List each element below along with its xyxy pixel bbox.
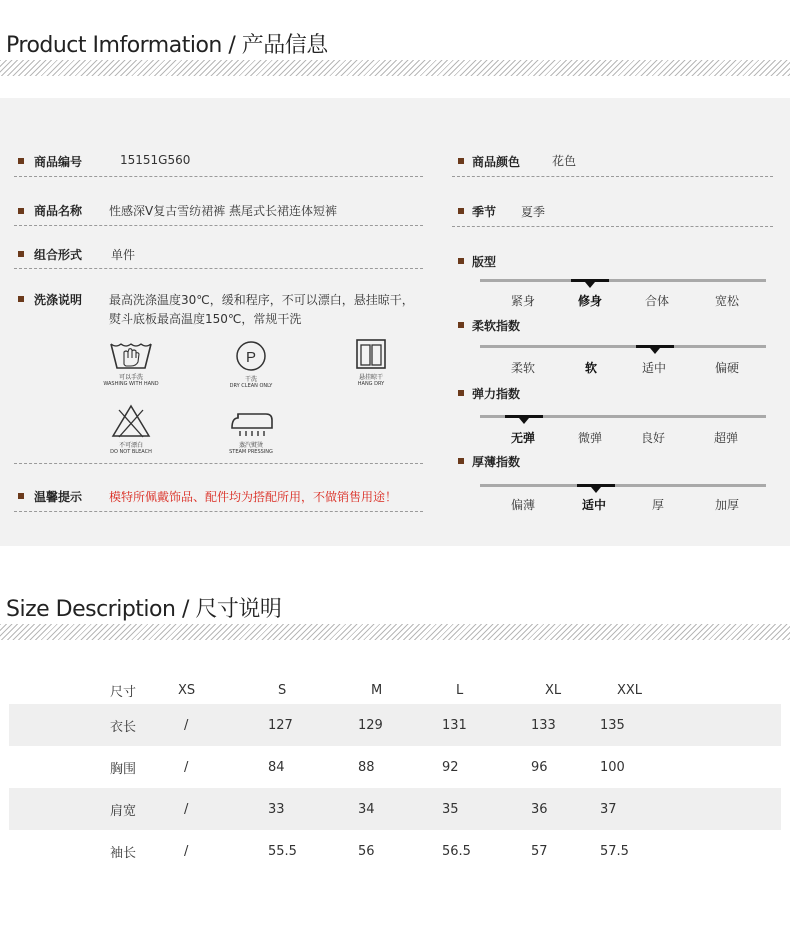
- care-hand-wash: [100, 340, 162, 388]
- bullet-icon: [458, 458, 464, 464]
- table-cell: 胸围: [110, 761, 137, 777]
- elasticity-option-selected: 无弹: [511, 431, 536, 445]
- table-cell: 127: [264, 704, 356, 746]
- table-cell: 92: [442, 759, 459, 775]
- table-cell: 37: [600, 788, 781, 830]
- divider: [14, 176, 423, 177]
- thickness-option: 厚: [652, 498, 665, 512]
- header-cell: XS: [178, 682, 196, 698]
- bullet-icon: [458, 390, 464, 396]
- label-color: 商品颜色: [472, 155, 521, 169]
- care-caption: 不可漂白: [118, 442, 143, 449]
- table-cell: 57.5: [600, 843, 629, 859]
- divider: [452, 176, 773, 177]
- no-bleach-icon: [111, 404, 151, 438]
- value-item-name: 性感深V复古雪纺裙裤 燕尾式长裙连体短裤: [109, 204, 338, 218]
- bullet-icon: [18, 208, 24, 214]
- table-cell: 36: [527, 788, 600, 830]
- table-cell: 35: [441, 788, 527, 830]
- table-row: [9, 788, 781, 830]
- table-cell: 96: [531, 759, 548, 775]
- table-cell: 131: [441, 704, 527, 746]
- care-no-bleach: [100, 404, 162, 456]
- value-wash-line1: 最高洗涤温度30℃，缓和程序，不可以漂白，悬挂晾干，: [109, 293, 414, 307]
- value-friendly-tip: 模特所佩戴饰品、配件均为搭配所用，不做销售用途！: [109, 490, 398, 504]
- size-table: [9, 676, 781, 872]
- divider: [452, 226, 773, 227]
- softness-scale-track: [480, 345, 766, 348]
- softness-option: 偏硬: [715, 361, 740, 375]
- size-description-title: Size Description / 尺寸说明: [6, 597, 282, 622]
- table-cell: 56.5: [442, 843, 471, 859]
- table-cell: 衣长: [9, 704, 184, 746]
- label-thickness: 厚薄指数: [472, 455, 521, 469]
- title-hatch-divider: [0, 624, 790, 640]
- softness-scale-marker: [636, 345, 674, 348]
- divider: [14, 268, 423, 269]
- care-steam-iron: [220, 406, 282, 456]
- value-wash-line2: 熨斗底板最高温度150℃，常规干洗: [109, 312, 302, 326]
- care-dry-clean: [220, 340, 282, 390]
- value-season: 夏季: [521, 205, 546, 219]
- divider: [14, 225, 423, 226]
- care-caption-en: STEAM PRESSING: [229, 449, 273, 455]
- label-wash-instructions: 洗涤说明: [34, 293, 83, 307]
- table-row: [9, 830, 781, 872]
- product-info-title: Product Imformation / 产品信息: [6, 33, 328, 58]
- table-cell: 88: [358, 759, 375, 775]
- fit-option: 紧身: [511, 294, 536, 308]
- softness-option: 软: [585, 361, 598, 375]
- divider: [14, 511, 423, 512]
- dry-clean-p-icon: [233, 340, 269, 372]
- care-caption-en: DO NOT BLEACH: [110, 449, 152, 455]
- bullet-icon: [18, 296, 24, 302]
- care-hang-dry: [340, 338, 402, 388]
- bullet-icon: [458, 322, 464, 328]
- table-cell: /: [184, 788, 264, 830]
- label-fit: 版型: [472, 255, 497, 269]
- header-cell: XXL: [617, 682, 643, 698]
- fit-option-selected: 修身: [578, 294, 603, 308]
- care-caption: 蒸汽熨烫: [238, 442, 263, 449]
- label-item-number: 商品编号: [34, 155, 83, 169]
- fit-option: 合体: [645, 294, 670, 308]
- bullet-icon: [458, 158, 464, 164]
- hand-wash-icon: [109, 340, 153, 370]
- softness-option: 柔软: [511, 361, 536, 375]
- table-cell: /: [184, 843, 189, 859]
- thickness-option: 加厚: [715, 498, 740, 512]
- table-cell: 55.5: [268, 843, 297, 859]
- care-caption: 悬挂晾干: [358, 374, 383, 381]
- table-cell: 34: [356, 788, 441, 830]
- fit-scale-track: [480, 279, 766, 282]
- care-caption-en: DRY CLEAN ONLY: [229, 383, 273, 389]
- header-cell: 尺寸: [110, 684, 137, 700]
- header-cell: S: [278, 682, 287, 698]
- table-cell: /: [184, 759, 189, 775]
- steam-iron-icon: [228, 406, 274, 438]
- header-cell: XL: [545, 682, 562, 698]
- header-cell: M: [371, 682, 383, 698]
- hang-dry-icon: [355, 338, 387, 370]
- care-caption-en: HANG DRY: [357, 381, 385, 387]
- label-softness: 柔软指数: [472, 319, 521, 333]
- elasticity-option: 良好: [641, 431, 666, 445]
- fit-option: 宽松: [715, 294, 740, 308]
- title-hatch-divider: [0, 60, 790, 76]
- svg-text:P: P: [245, 349, 257, 366]
- table-cell: 33: [264, 788, 356, 830]
- bullet-icon: [458, 258, 464, 264]
- divider: [14, 463, 423, 464]
- thickness-option: 偏薄: [511, 498, 536, 512]
- care-caption: 可以手洗: [118, 374, 143, 381]
- table-cell: 100: [600, 759, 625, 775]
- fit-scale-marker: [571, 279, 609, 282]
- table-cell: 135: [600, 704, 781, 746]
- label-friendly-tip: 温馨提示: [34, 490, 83, 504]
- product-info-panel: [0, 98, 790, 546]
- value-color: 花色: [552, 154, 577, 168]
- table-cell: 56: [358, 843, 375, 859]
- label-season: 季节: [472, 205, 497, 219]
- thickness-scale-track: [480, 484, 766, 487]
- table-cell: 129: [356, 704, 441, 746]
- label-combination: 组合形式: [34, 248, 83, 262]
- value-combination: 单件: [111, 248, 136, 262]
- value-item-number: 15151G560: [120, 153, 191, 167]
- care-caption-en: WASHING WITH HAND: [103, 381, 159, 387]
- bullet-icon: [18, 158, 24, 164]
- thickness-option-selected: 适中: [582, 498, 607, 512]
- table-cell: 袖长: [110, 845, 137, 861]
- table-cell: /: [184, 704, 264, 746]
- table-cell: 84: [268, 759, 285, 775]
- table-cell: 57: [531, 843, 548, 859]
- table-row: [9, 704, 781, 746]
- label-elasticity: 弹力指数: [472, 387, 521, 401]
- table-cell: 肩宽: [9, 788, 184, 830]
- softness-option-selected: 适中: [642, 361, 667, 375]
- elasticity-scale-marker: [505, 415, 543, 418]
- bullet-icon: [18, 493, 24, 499]
- table-cell: 133: [527, 704, 600, 746]
- thickness-scale-marker: [577, 484, 615, 487]
- label-item-name: 商品名称: [34, 204, 83, 218]
- elasticity-option: 微弹: [578, 431, 603, 445]
- care-caption: 干洗: [244, 376, 257, 383]
- bullet-icon: [458, 208, 464, 214]
- table-row: [9, 746, 781, 788]
- elasticity-option: 超弹: [714, 431, 739, 445]
- bullet-icon: [18, 251, 24, 257]
- header-cell: L: [456, 682, 464, 698]
- table-header-row: [9, 676, 781, 704]
